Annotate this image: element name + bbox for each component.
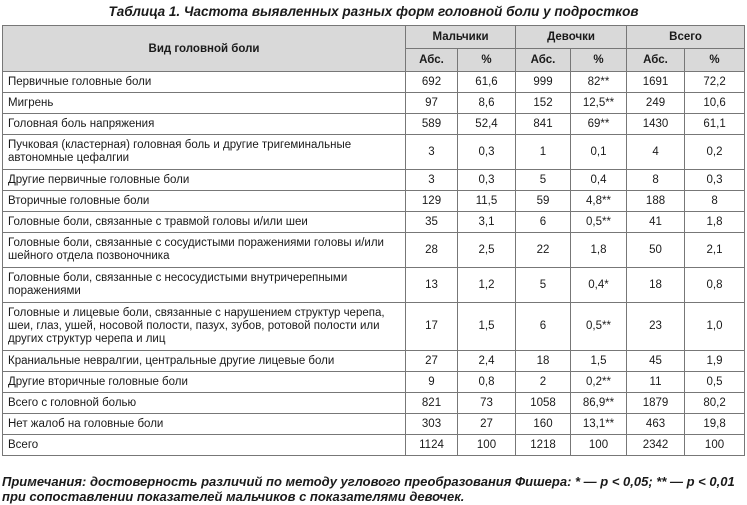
boys-pct-cell: 61,6 xyxy=(458,72,516,93)
girls-pct-cell: 1,5 xyxy=(571,351,627,372)
girls-abs-cell: 160 xyxy=(516,414,571,435)
row-type-cell: Мигрень xyxy=(3,93,406,114)
boys-pct-cell: 0,8 xyxy=(458,372,516,393)
total-abs-cell: 41 xyxy=(627,212,685,233)
total-pct-cell: 61,1 xyxy=(685,114,745,135)
total-pct-cell: 0,3 xyxy=(685,170,745,191)
boys-abs-cell: 821 xyxy=(406,393,458,414)
total-abs-cell: 1430 xyxy=(627,114,685,135)
table-row xyxy=(3,233,745,268)
girls-abs-cell: 841 xyxy=(516,114,571,135)
total-abs-cell: 188 xyxy=(627,191,685,212)
table-row xyxy=(3,170,745,191)
girls-pct-cell: 13,1** xyxy=(571,414,627,435)
table-row xyxy=(3,93,745,114)
table-body xyxy=(3,72,745,456)
boys-pct-cell: 52,4 xyxy=(458,114,516,135)
boys-abs-cell: 27 xyxy=(406,351,458,372)
girls-pct-cell: 0,4 xyxy=(571,170,627,191)
girls-abs-cell: 1 xyxy=(516,135,571,170)
headache-table xyxy=(2,25,745,456)
boys-pct-cell: 100 xyxy=(458,435,516,456)
total-pct-cell: 80,2 xyxy=(685,393,745,414)
total-pct-cell: 1,0 xyxy=(685,303,745,351)
header-abs: Абс. xyxy=(627,49,685,72)
row-type-cell: Первичные головные боли xyxy=(3,72,406,93)
total-abs-cell: 50 xyxy=(627,233,685,268)
total-abs-cell: 4 xyxy=(627,135,685,170)
girls-abs-cell: 2 xyxy=(516,372,571,393)
table-title: Таблица 1. Частота выявленных разных форм головной боли у подростков xyxy=(108,4,639,19)
girls-pct-cell: 100 xyxy=(571,435,627,456)
boys-abs-cell: 589 xyxy=(406,114,458,135)
total-abs-cell: 1691 xyxy=(627,72,685,93)
table-row xyxy=(3,191,745,212)
girls-abs-cell: 1218 xyxy=(516,435,571,456)
total-pct-cell: 10,6 xyxy=(685,93,745,114)
row-type-cell: Всего с головной болью xyxy=(3,393,406,414)
header-pct: % xyxy=(458,49,516,72)
total-pct-cell: 0,8 xyxy=(685,268,745,303)
boys-abs-cell: 9 xyxy=(406,372,458,393)
table-row xyxy=(3,351,745,372)
table-row xyxy=(3,114,745,135)
boys-pct-cell: 11,5 xyxy=(458,191,516,212)
row-type-cell: Головные и лицевые боли, связанные с нарушением структур черепа, шеи, глаз, ушей, носовой полости, пазух, зубов, ротовой полости или других структур черепа и лиц xyxy=(3,303,406,351)
girls-pct-cell: 12,5** xyxy=(571,93,627,114)
total-pct-cell: 1,8 xyxy=(685,212,745,233)
girls-abs-cell: 22 xyxy=(516,233,571,268)
boys-abs-cell: 17 xyxy=(406,303,458,351)
row-type-cell: Другие первичные головные боли xyxy=(3,170,406,191)
total-pct-cell: 2,1 xyxy=(685,233,745,268)
row-type-cell: Головные боли, связанные с несосудистыми внутричерепными поражениями xyxy=(3,268,406,303)
total-abs-cell: 18 xyxy=(627,268,685,303)
girls-pct-cell: 0,5** xyxy=(571,212,627,233)
boys-pct-cell: 27 xyxy=(458,414,516,435)
girls-abs-cell: 6 xyxy=(516,303,571,351)
girls-abs-cell: 5 xyxy=(516,268,571,303)
boys-abs-cell: 1124 xyxy=(406,435,458,456)
boys-pct-cell: 0,3 xyxy=(458,170,516,191)
table-row xyxy=(3,372,745,393)
girls-pct-cell: 0,4* xyxy=(571,268,627,303)
total-abs-cell: 2342 xyxy=(627,435,685,456)
boys-abs-cell: 35 xyxy=(406,212,458,233)
header-pct: % xyxy=(685,49,745,72)
table-row xyxy=(3,435,745,456)
row-type-cell: Пучковая (кластерная) головная боль и другие тригеминальные автономные цефалгии xyxy=(3,135,406,170)
boys-abs-cell: 3 xyxy=(406,170,458,191)
girls-pct-cell: 1,8 xyxy=(571,233,627,268)
boys-abs-cell: 303 xyxy=(406,414,458,435)
girls-abs-cell: 5 xyxy=(516,170,571,191)
row-type-cell: Головные боли, связанные с травмой головы и/или шеи xyxy=(3,212,406,233)
total-abs-cell: 249 xyxy=(627,93,685,114)
boys-abs-cell: 97 xyxy=(406,93,458,114)
boys-abs-cell: 692 xyxy=(406,72,458,93)
total-pct-cell: 19,8 xyxy=(685,414,745,435)
girls-pct-cell: 82** xyxy=(571,72,627,93)
header-total: Всего xyxy=(627,26,745,49)
total-abs-cell: 23 xyxy=(627,303,685,351)
row-type-cell: Нет жалоб на головные боли xyxy=(3,414,406,435)
table-row xyxy=(3,212,745,233)
header-abs: Абс. xyxy=(516,49,571,72)
girls-pct-cell: 0,2** xyxy=(571,372,627,393)
girls-abs-cell: 1058 xyxy=(516,393,571,414)
total-pct-cell: 0,5 xyxy=(685,372,745,393)
row-type-cell: Всего xyxy=(3,435,406,456)
girls-pct-cell: 4,8** xyxy=(571,191,627,212)
boys-pct-cell: 0,3 xyxy=(458,135,516,170)
header-pct: % xyxy=(571,49,627,72)
girls-abs-cell: 152 xyxy=(516,93,571,114)
row-type-cell: Другие вторичные головные боли xyxy=(3,372,406,393)
girls-abs-cell: 999 xyxy=(516,72,571,93)
boys-pct-cell: 3,1 xyxy=(458,212,516,233)
table-row xyxy=(3,414,745,435)
total-abs-cell: 45 xyxy=(627,351,685,372)
total-pct-cell: 100 xyxy=(685,435,745,456)
girls-pct-cell: 0,5** xyxy=(571,303,627,351)
total-pct-cell: 8 xyxy=(685,191,745,212)
header-type: Вид головной боли xyxy=(3,26,406,72)
girls-abs-cell: 6 xyxy=(516,212,571,233)
total-abs-cell: 11 xyxy=(627,372,685,393)
row-type-cell: Головные боли, связанные с сосудистыми поражениями головы и/или шейного отдела позвоночника xyxy=(3,233,406,268)
boys-abs-cell: 13 xyxy=(406,268,458,303)
boys-abs-cell: 129 xyxy=(406,191,458,212)
table-row xyxy=(3,135,745,170)
boys-abs-cell: 28 xyxy=(406,233,458,268)
boys-pct-cell: 1,5 xyxy=(458,303,516,351)
header-abs: Абс. xyxy=(406,49,458,72)
girls-pct-cell: 0,1 xyxy=(571,135,627,170)
girls-abs-cell: 18 xyxy=(516,351,571,372)
boys-abs-cell: 3 xyxy=(406,135,458,170)
total-abs-cell: 8 xyxy=(627,170,685,191)
table-row xyxy=(3,72,745,93)
row-type-cell: Головная боль напряжения xyxy=(3,114,406,135)
total-pct-cell: 72,2 xyxy=(685,72,745,93)
row-type-cell: Вторичные головные боли xyxy=(3,191,406,212)
boys-pct-cell: 8,6 xyxy=(458,93,516,114)
table-row xyxy=(3,393,745,414)
row-type-cell: Краниальные невралгии, центральные другие лицевые боли xyxy=(3,351,406,372)
table-notes: Примечания: достоверность различий по методу углового преобразования Фишера: * — p < 0,05; ** — p < 0,01 при сопоставлении показателей мальчиков с показателями девочек. xyxy=(2,474,735,504)
header-boys: Мальчики xyxy=(406,26,516,49)
girls-pct-cell: 69** xyxy=(571,114,627,135)
table-row xyxy=(3,268,745,303)
girls-abs-cell: 59 xyxy=(516,191,571,212)
total-pct-cell: 1,9 xyxy=(685,351,745,372)
header-girls: Девочки xyxy=(516,26,627,49)
total-abs-cell: 463 xyxy=(627,414,685,435)
total-abs-cell: 1879 xyxy=(627,393,685,414)
boys-pct-cell: 1,2 xyxy=(458,268,516,303)
total-pct-cell: 0,2 xyxy=(685,135,745,170)
table-row xyxy=(3,303,745,351)
boys-pct-cell: 2,4 xyxy=(458,351,516,372)
boys-pct-cell: 2,5 xyxy=(458,233,516,268)
boys-pct-cell: 73 xyxy=(458,393,516,414)
girls-pct-cell: 86,9** xyxy=(571,393,627,414)
